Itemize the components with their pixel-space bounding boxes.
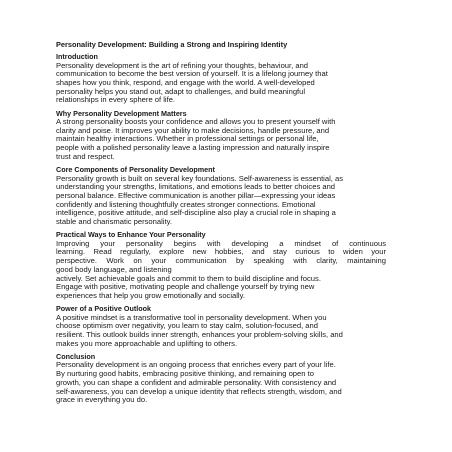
text-line: perspective. Work on your communication by speaking with clarity, maintaining	[56, 256, 386, 266]
text-line: Engage with positive, motivating people and challenge yourself by trying new	[56, 282, 315, 292]
text-line: shapes how you think, respond, and engage with the world. A well-developed	[56, 77, 315, 87]
section-heading: Why Personality Development Matters	[56, 108, 187, 118]
text-line: Personality development is the art of refining your thoughts, behaviour, and	[56, 60, 309, 70]
text-line: actively. Set achievable goals and commit to them to build discipline and focus.	[56, 273, 321, 283]
section-conclusion	[56, 353, 386, 405]
section-heading: Introduction	[56, 52, 98, 61]
text-line: understanding your strengths, limitations, and emotions leads to better choices and	[56, 182, 336, 192]
section-core-components	[56, 166, 386, 227]
text-line: A positive mindset is a transformative tool in personality development. When you	[56, 312, 327, 322]
text-line: relationships in every sphere of life.	[56, 95, 176, 105]
section-body	[56, 118, 386, 162]
text-line: confidently and listening thoughtfully creates stronger connections. Emotional	[56, 199, 316, 209]
section-body	[56, 314, 386, 349]
text-line: By nurturing good habits, embracing positive thinking, and remaining open to	[56, 369, 314, 379]
section-body	[56, 361, 386, 405]
text-line: communication to become the best version of yourself. It is a lifelong journey that	[56, 69, 328, 79]
text-line: Personality development is an ongoing process that enriches every part of your life.	[56, 360, 336, 370]
text-line: maintain healthy interactions. Whether in professional settings or personal life,	[56, 134, 319, 144]
text-line: personal balance. Effective communication is another pillar—expressing your ideas	[56, 190, 336, 200]
text-line: intelligence, positive attitude, and self-discipline also play a crucial role in shaping a	[56, 208, 336, 218]
section-body	[56, 62, 386, 106]
text-line: makes you more approachable and uplifting to others.	[56, 338, 238, 348]
text-line: good body language, and listening	[56, 264, 172, 274]
section-body	[56, 240, 386, 301]
section-heading: Power of a Positive Outlook	[56, 304, 152, 314]
text-line: resilient. This outlook builds inner strength, enhances your problem-solving skills, and	[56, 330, 343, 340]
text-line: growth, you can shape a confident and admirable personality. With consistency and	[56, 377, 337, 387]
text-line: self-awareness, you can develop a unique identity that reflects strength, wisdom, and	[56, 386, 342, 396]
text-line: clarity and poise. It improves your ability to make decisions, handle pressure, and	[56, 125, 330, 135]
section-positive-outlook	[56, 305, 386, 348]
text-line: choose optimism over negativity, you learn to stay calm, solution-focused, and	[56, 321, 318, 331]
text-line: trust and respect.	[56, 151, 115, 161]
text-line: learning. Read regularly, explore new hobbies, and stay curious to widen your	[56, 247, 386, 257]
text-line: Personality growth is built on several key foundations. Self-awareness is essential, as	[56, 173, 344, 183]
section-heading: Core Components of Personality Development	[56, 165, 215, 175]
text-line: personality helps you stand out, adapt to challenges, and build meaningful	[56, 86, 306, 96]
text-line: grace in everything you do.	[56, 395, 148, 405]
section-heading: Conclusion	[56, 351, 96, 361]
section-why-it-matters	[56, 110, 386, 162]
text-line: A strong personality boosts your confidence and allows you to present yourself with	[56, 117, 336, 127]
document-title: Personality Development: Building a Strong and Inspiring Identity	[56, 40, 288, 49]
text-line: people with a polished personality leave a lasting impression and naturally inspire	[56, 143, 330, 153]
text-line: stable and charismatic personality.	[56, 217, 172, 227]
section-introduction	[56, 53, 386, 105]
text-line: experiences that help you grow emotionally and socially.	[56, 290, 245, 300]
section-heading: Practical Ways to Enhance Your Personality	[56, 230, 206, 240]
document-page	[56, 40, 386, 410]
text-line: Improving your personality begins with developing a mindset of continuous	[56, 238, 386, 248]
section-practical-ways	[56, 231, 386, 300]
section-body	[56, 175, 386, 227]
